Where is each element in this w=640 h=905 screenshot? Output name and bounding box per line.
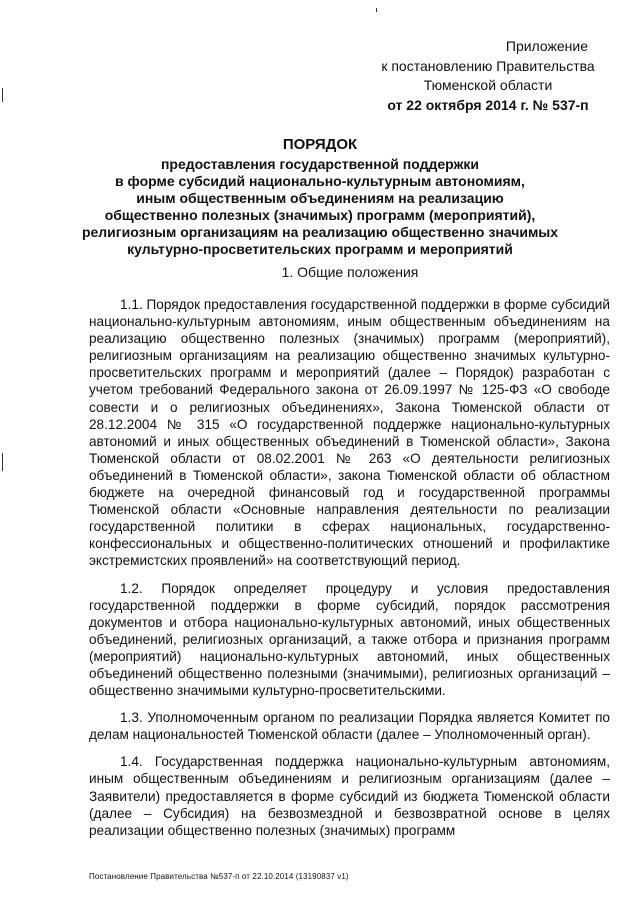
scan-mark: [2, 88, 3, 102]
appendix-resolution: к постановлению Правительства: [381, 57, 595, 74]
title-line: религиозным организациям на реализацию общественно значимых: [81, 224, 559, 240]
appendix-header: [368, 37, 608, 115]
title-line: в форме субсидий национально-культурным автономиям,: [115, 173, 525, 189]
paragraph-1-4: 1.4. Государственная поддержка национально-культурным автономиям, иным общественным объединениям и религиозным организациям (далее – Заявители) предоставляется в форме субсидий из бюджета Тюменской области (далее – Субсидия) на безвозмездной и безвозвратной основе в целях реализации общественно полезных (значимых) программ: [89, 754, 610, 838]
appendix-date-number: от 22 октября 2014 г. № 537-п: [387, 96, 589, 113]
scan-mark: [2, 453, 3, 471]
paragraph-1-2: 1.2. Порядок определяет процедуру и условия предоставления государственной поддержки в форме субсидий, порядок рассмотрения документов и отбора национально-культурных автономий, иных общественных объединений, религиозных организаций, а также отбора и признания программ (мероприятий) национально-культурных автономий, иных общественных объединений общественно полезными (значимыми), религиозных организаций – общественно значимыми культурно-просветительскими.: [89, 580, 610, 699]
paragraph-1-1: 1.1. Порядок предоставления государственной поддержки в форме субсидий национально-культурным автономиям, иным общественным объединениям на реализацию общественно полезных (значимых) программ (мероприятий), религиозным организациям на реализацию общественно значимых культурно-просветительских программ и мероприятий (далее – Порядок) разработан с учетом требований Федерального закона от 26.09.1997 № 125-ФЗ «О свободе совести и о религиозных объединениях», Закона Тюменской области от 28.12.2004 № 315 «О государственной поддержке национально-культурных автономий и иных общественных объединений в Тюменской области», Закона Тюменской области от 08.02.2001 № 263 «О деятельности религиозных объединений в Тюменской области», закона Тюменской области об областном бюджете на очередной финансовый год и государственной программы Тюменской области «Основные направления деятельности по реализации государственной политики в сферах национальных, государственно-конфессиональных и общественно-политических отношений и профилактике экстремистских проявлений» на соответствующий период.: [89, 297, 610, 569]
title-main: ПОРЯДОК: [282, 136, 358, 153]
title-line: предоставления государственной поддержки: [160, 156, 480, 172]
title-line: культурно-просветительских программ и мероприятий: [127, 241, 513, 257]
scan-mark: [376, 8, 377, 12]
paragraph-1-3: 1.3. Уполномоченным органом по реализации Порядка является Комитет по делам национальностей Тюменской области (далее – Уполномоченный орган).: [89, 710, 610, 743]
section-heading: 1. Общие положения: [281, 264, 419, 280]
title-line: иным общественным объединениям на реализацию: [136, 190, 504, 206]
title-line: общественно полезных (значимых) программ (мероприятий),: [104, 207, 536, 223]
appendix-label: Приложение: [505, 38, 588, 54]
document-title: [70, 136, 570, 258]
page-footer: Постановление Правительства №537-п от 22.10.2014 (13190837 v1): [89, 872, 349, 881]
document-body: [89, 296, 610, 849]
appendix-region: Тюменской области: [423, 77, 553, 93]
